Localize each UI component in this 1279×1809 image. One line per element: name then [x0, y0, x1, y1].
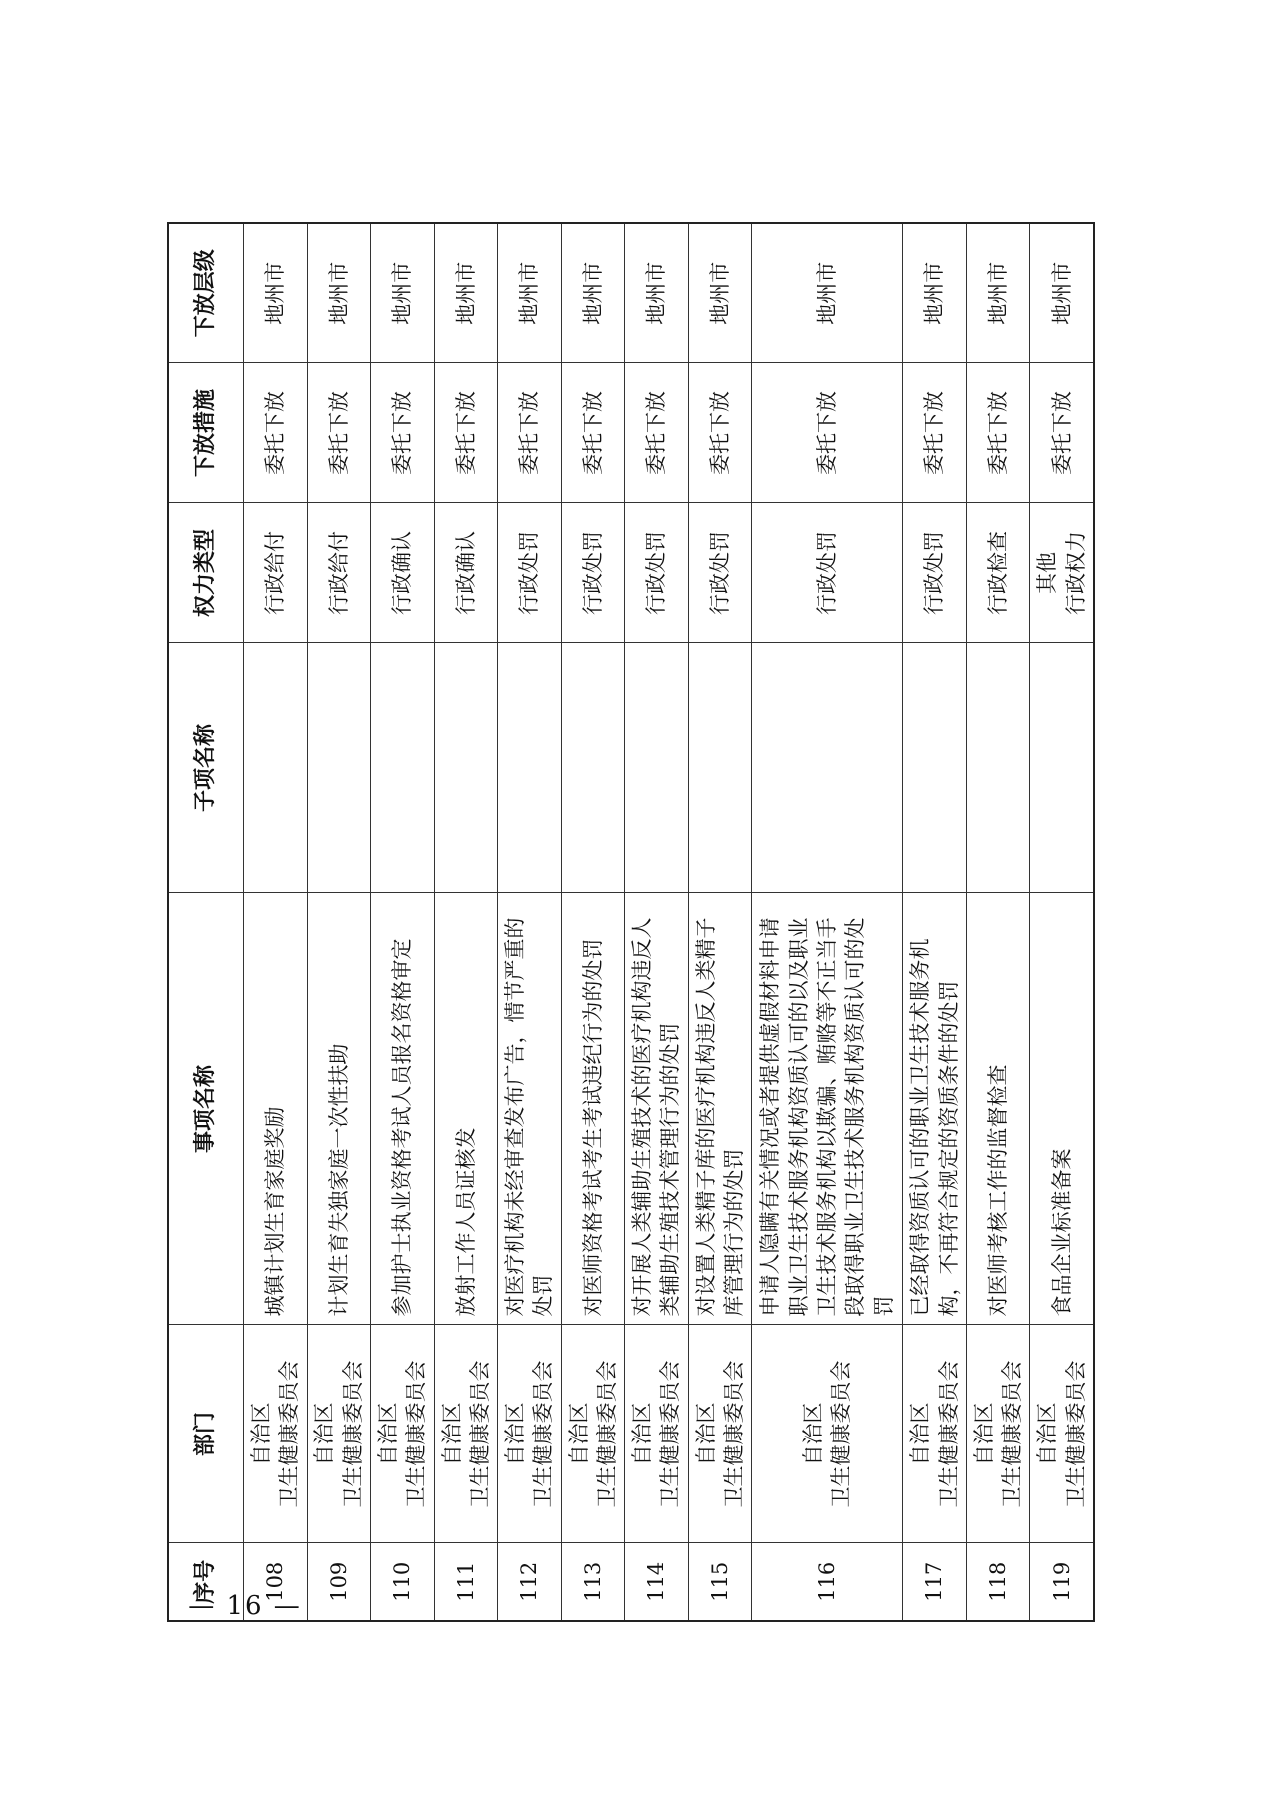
- cell-type-text: 行政确认: [390, 531, 415, 615]
- cell-subitem: [966, 643, 1030, 893]
- table-row: [752, 223, 903, 1621]
- cell-type-text: 行政处罚: [707, 531, 732, 615]
- cell-no: [561, 1543, 625, 1621]
- cell-level: [625, 223, 689, 363]
- cell-type-text: 行政处罚: [517, 531, 542, 615]
- cell-measure-text: 委托下放: [815, 391, 840, 475]
- rotated-table-frame: [167, 224, 1095, 1622]
- table-row: [966, 223, 1030, 1621]
- cell-item: [561, 893, 625, 1325]
- cell-no: [752, 1543, 903, 1621]
- cell-type-text: 其他: [1035, 552, 1060, 594]
- cell-level: [561, 223, 625, 363]
- table-row: [244, 223, 308, 1621]
- cell-type-text: 行政确认: [453, 531, 478, 615]
- cell-level: [966, 223, 1030, 363]
- cell-type: [244, 503, 308, 643]
- cell-no-text: 116: [815, 1561, 840, 1602]
- header-no: 序号: [168, 1543, 244, 1621]
- delegation-table: [167, 222, 1095, 1622]
- cell-no: [371, 1543, 435, 1621]
- cell-measure-text: 委托下放: [1049, 391, 1074, 475]
- cell-type-text: 行政处罚: [580, 531, 605, 615]
- cell-no: [903, 1543, 967, 1621]
- cell-no-text: 114: [644, 1561, 669, 1602]
- cell-subitem: [903, 643, 967, 893]
- cell-dept-text: 卫生健康委员会: [531, 1360, 556, 1508]
- cell-dept-text: 自治区: [630, 1402, 655, 1466]
- cell-item-text: 对医疗机构未经审查发布广告，情节严重的处罚: [503, 917, 556, 1317]
- cell-dept-text: 自治区: [312, 1402, 337, 1466]
- cell-type-text: 行政权力: [1063, 531, 1088, 615]
- cell-measure: [561, 363, 625, 503]
- table-row: [625, 223, 689, 1621]
- table-header-row: [168, 223, 244, 1621]
- cell-item: [307, 893, 371, 1325]
- cell-level: [1030, 223, 1094, 363]
- cell-no: [688, 1543, 752, 1621]
- cell-dept: [561, 1325, 625, 1543]
- cell-type: [371, 503, 435, 643]
- cell-level-text: 地州市: [453, 261, 478, 325]
- cell-type-text: 行政给付: [263, 531, 288, 615]
- cell-no-text: 109: [326, 1561, 351, 1602]
- cell-item-text: 放射工作人员证核发: [453, 1127, 478, 1317]
- cell-measure: [371, 363, 435, 503]
- cell-dept-text: 卫生健康委员会: [829, 1360, 854, 1508]
- header-dept: 部门: [168, 1325, 244, 1543]
- cell-item: [688, 893, 752, 1325]
- cell-measure: [966, 363, 1030, 503]
- cell-subitem: [371, 643, 435, 893]
- cell-level-text: 地州市: [644, 261, 669, 325]
- cell-no-text: 119: [1049, 1561, 1074, 1602]
- cell-subitem: [434, 643, 498, 893]
- cell-subitem: [561, 643, 625, 893]
- cell-dept: [752, 1325, 903, 1543]
- cell-no: [498, 1543, 562, 1621]
- cell-dept: [688, 1325, 752, 1543]
- cell-dept: [244, 1325, 308, 1543]
- cell-item: [752, 893, 903, 1325]
- cell-subitem: [688, 643, 752, 893]
- header-subitem: 子项名称: [168, 643, 244, 893]
- cell-level-text: 地州市: [922, 261, 947, 325]
- cell-measure: [434, 363, 498, 503]
- cell-dept: [434, 1325, 498, 1543]
- cell-measure-text: 委托下放: [985, 391, 1010, 475]
- cell-item-text: 对设置人类精子库的医疗机构违反人类精子库管理行为的处罚: [693, 917, 746, 1317]
- cell-dept-text: 自治区: [503, 1402, 528, 1466]
- cell-level-text: 地州市: [1049, 261, 1074, 325]
- cell-dept-text: 卫生健康委员会: [594, 1360, 619, 1508]
- cell-dept-text: 卫生健康委员会: [277, 1360, 302, 1508]
- cell-level: [903, 223, 967, 363]
- cell-level: [434, 223, 498, 363]
- cell-item-text: 参加护士执业资格考试人员报名资格审定: [390, 938, 415, 1317]
- cell-level-text: 地州市: [263, 261, 288, 325]
- cell-level: [688, 223, 752, 363]
- cell-measure: [752, 363, 903, 503]
- cell-no: [625, 1543, 689, 1621]
- cell-dept-text: 卫生健康委员会: [340, 1360, 365, 1508]
- header-item: 事项名称: [168, 893, 244, 1325]
- cell-measure-text: 委托下放: [644, 391, 669, 475]
- cell-dept-text: 自治区: [566, 1402, 591, 1466]
- cell-item-text: 食品企业标准备案: [1049, 1148, 1074, 1317]
- cell-level-text: 地州市: [815, 261, 840, 325]
- cell-type-text: 行政处罚: [922, 531, 947, 615]
- cell-no-text: 118: [985, 1561, 1010, 1602]
- cell-dept: [307, 1325, 371, 1543]
- cell-measure: [625, 363, 689, 503]
- cell-type: [434, 503, 498, 643]
- cell-no-text: 115: [707, 1561, 732, 1602]
- cell-dept: [371, 1325, 435, 1543]
- cell-dept: [625, 1325, 689, 1543]
- cell-dept-text: 卫生健康委员会: [658, 1360, 683, 1508]
- cell-type: [307, 503, 371, 643]
- cell-dept: [1030, 1325, 1094, 1543]
- cell-type: [688, 503, 752, 643]
- cell-no-text: 112: [517, 1561, 542, 1602]
- cell-level-text: 地州市: [580, 261, 605, 325]
- cell-dept-text: 自治区: [693, 1402, 718, 1466]
- cell-level: [307, 223, 371, 363]
- cell-subitem: [244, 643, 308, 893]
- cell-dept: [498, 1325, 562, 1543]
- table-row: [1030, 223, 1094, 1621]
- cell-item: [903, 893, 967, 1325]
- cell-dept-text: 自治区: [971, 1402, 996, 1466]
- cell-measure: [1030, 363, 1094, 503]
- cell-type: [625, 503, 689, 643]
- cell-item-text: 城镇计划生育家庭奖励: [263, 1106, 288, 1317]
- cell-measure-text: 委托下放: [922, 391, 947, 475]
- cell-measure: [903, 363, 967, 503]
- table-row: [371, 223, 435, 1621]
- cell-item-text: 对医师资格考试考生考试违纪行为的处罚: [580, 938, 605, 1317]
- cell-level-text: 地州市: [985, 261, 1010, 325]
- cell-dept-text: 卫生健康委员会: [936, 1360, 961, 1508]
- cell-level-text: 地州市: [326, 261, 351, 325]
- cell-item: [1030, 893, 1094, 1325]
- cell-type: [561, 503, 625, 643]
- cell-level-text: 地州市: [390, 261, 415, 325]
- cell-measure-text: 委托下放: [517, 391, 542, 475]
- table-row: [688, 223, 752, 1621]
- cell-item: [244, 893, 308, 1325]
- cell-level: [752, 223, 903, 363]
- cell-measure: [244, 363, 308, 503]
- cell-no: [966, 1543, 1030, 1621]
- cell-dept-text: 自治区: [248, 1402, 273, 1466]
- cell-type: [1030, 503, 1094, 643]
- cell-level: [244, 223, 308, 363]
- table-row: [561, 223, 625, 1621]
- cell-type: [752, 503, 903, 643]
- rotated-table-container: [167, 224, 1095, 1622]
- cell-dept-text: 卫生健康委员会: [1063, 1360, 1088, 1508]
- cell-type: [903, 503, 967, 643]
- cell-no-text: 111: [453, 1561, 478, 1602]
- cell-type: [498, 503, 562, 643]
- cell-level-text: 地州市: [707, 261, 732, 325]
- cell-type-text: 行政处罚: [644, 531, 669, 615]
- cell-type-text: 行政处罚: [815, 531, 840, 615]
- cell-item: [371, 893, 435, 1325]
- cell-subitem: [625, 643, 689, 893]
- cell-no: [434, 1543, 498, 1621]
- cell-no-text: 117: [922, 1561, 947, 1602]
- cell-dept: [903, 1325, 967, 1543]
- cell-dept-text: 自治区: [1035, 1402, 1060, 1466]
- cell-item: [625, 893, 689, 1325]
- cell-no-text: 110: [390, 1561, 415, 1602]
- table-row: [307, 223, 371, 1621]
- cell-type-text: 行政给付: [326, 531, 351, 615]
- cell-item: [966, 893, 1030, 1325]
- cell-no-text: 108: [263, 1561, 288, 1602]
- cell-dept-text: 卫生健康委员会: [1000, 1360, 1025, 1508]
- page-number: — 16 —: [188, 1591, 302, 1621]
- cell-measure-text: 委托下放: [390, 391, 415, 475]
- table-row: [903, 223, 967, 1621]
- cell-measure-text: 委托下放: [263, 391, 288, 475]
- cell-measure-text: 委托下放: [326, 391, 351, 475]
- cell-dept-text: 卫生健康委员会: [467, 1360, 492, 1508]
- cell-item-text: 对开展人类辅助生殖技术的医疗机构违反人类辅助生殖技术管理行为的处罚: [630, 917, 683, 1317]
- cell-dept-text: 自治区: [908, 1402, 933, 1466]
- cell-subitem: [1030, 643, 1094, 893]
- cell-measure: [688, 363, 752, 503]
- cell-dept: [966, 1325, 1030, 1543]
- header-type: 权力类型: [168, 503, 244, 643]
- cell-item-text: 对医师考核工作的监督检查: [985, 1064, 1010, 1317]
- cell-subitem: [498, 643, 562, 893]
- cell-dept-text: 卫生健康委员会: [721, 1360, 746, 1508]
- cell-no-text: 113: [580, 1561, 605, 1602]
- header-measure: 下放措施: [168, 363, 244, 503]
- cell-item-text: 已经取得资质认可的职业卫生技术服务机构，不再符合规定的资质条件的处罚: [908, 938, 961, 1317]
- cell-dept-text: 自治区: [439, 1402, 464, 1466]
- cell-item-text: 申请人隐瞒有关情况或者提供虚假材料申请职业卫生技术服务机构资质认可的以及职业卫生技术服务机构以欺骗、贿赂等不正当手段取得职业卫生技术服务机构资质认可的处罚: [758, 917, 896, 1317]
- cell-type: [966, 503, 1030, 643]
- cell-dept-text: 自治区: [800, 1402, 825, 1466]
- cell-measure-text: 委托下放: [707, 391, 732, 475]
- table-row: [498, 223, 562, 1621]
- cell-dept-text: 卫生健康委员会: [404, 1360, 429, 1508]
- cell-measure-text: 委托下放: [453, 391, 478, 475]
- header-level: 下放层级: [168, 223, 244, 363]
- cell-subitem: [752, 643, 903, 893]
- cell-dept-text: 自治区: [375, 1402, 400, 1466]
- cell-level-text: 地州市: [517, 261, 542, 325]
- table-row: [434, 223, 498, 1621]
- cell-level: [371, 223, 435, 363]
- cell-level: [498, 223, 562, 363]
- cell-no: [1030, 1543, 1094, 1621]
- cell-item: [434, 893, 498, 1325]
- cell-measure: [498, 363, 562, 503]
- cell-measure-text: 委托下放: [580, 391, 605, 475]
- cell-item-text: 计划生育失独家庭一次性扶助: [326, 1043, 351, 1317]
- cell-subitem: [307, 643, 371, 893]
- cell-measure: [307, 363, 371, 503]
- cell-type-text: 行政检查: [985, 531, 1010, 615]
- cell-item: [498, 893, 562, 1325]
